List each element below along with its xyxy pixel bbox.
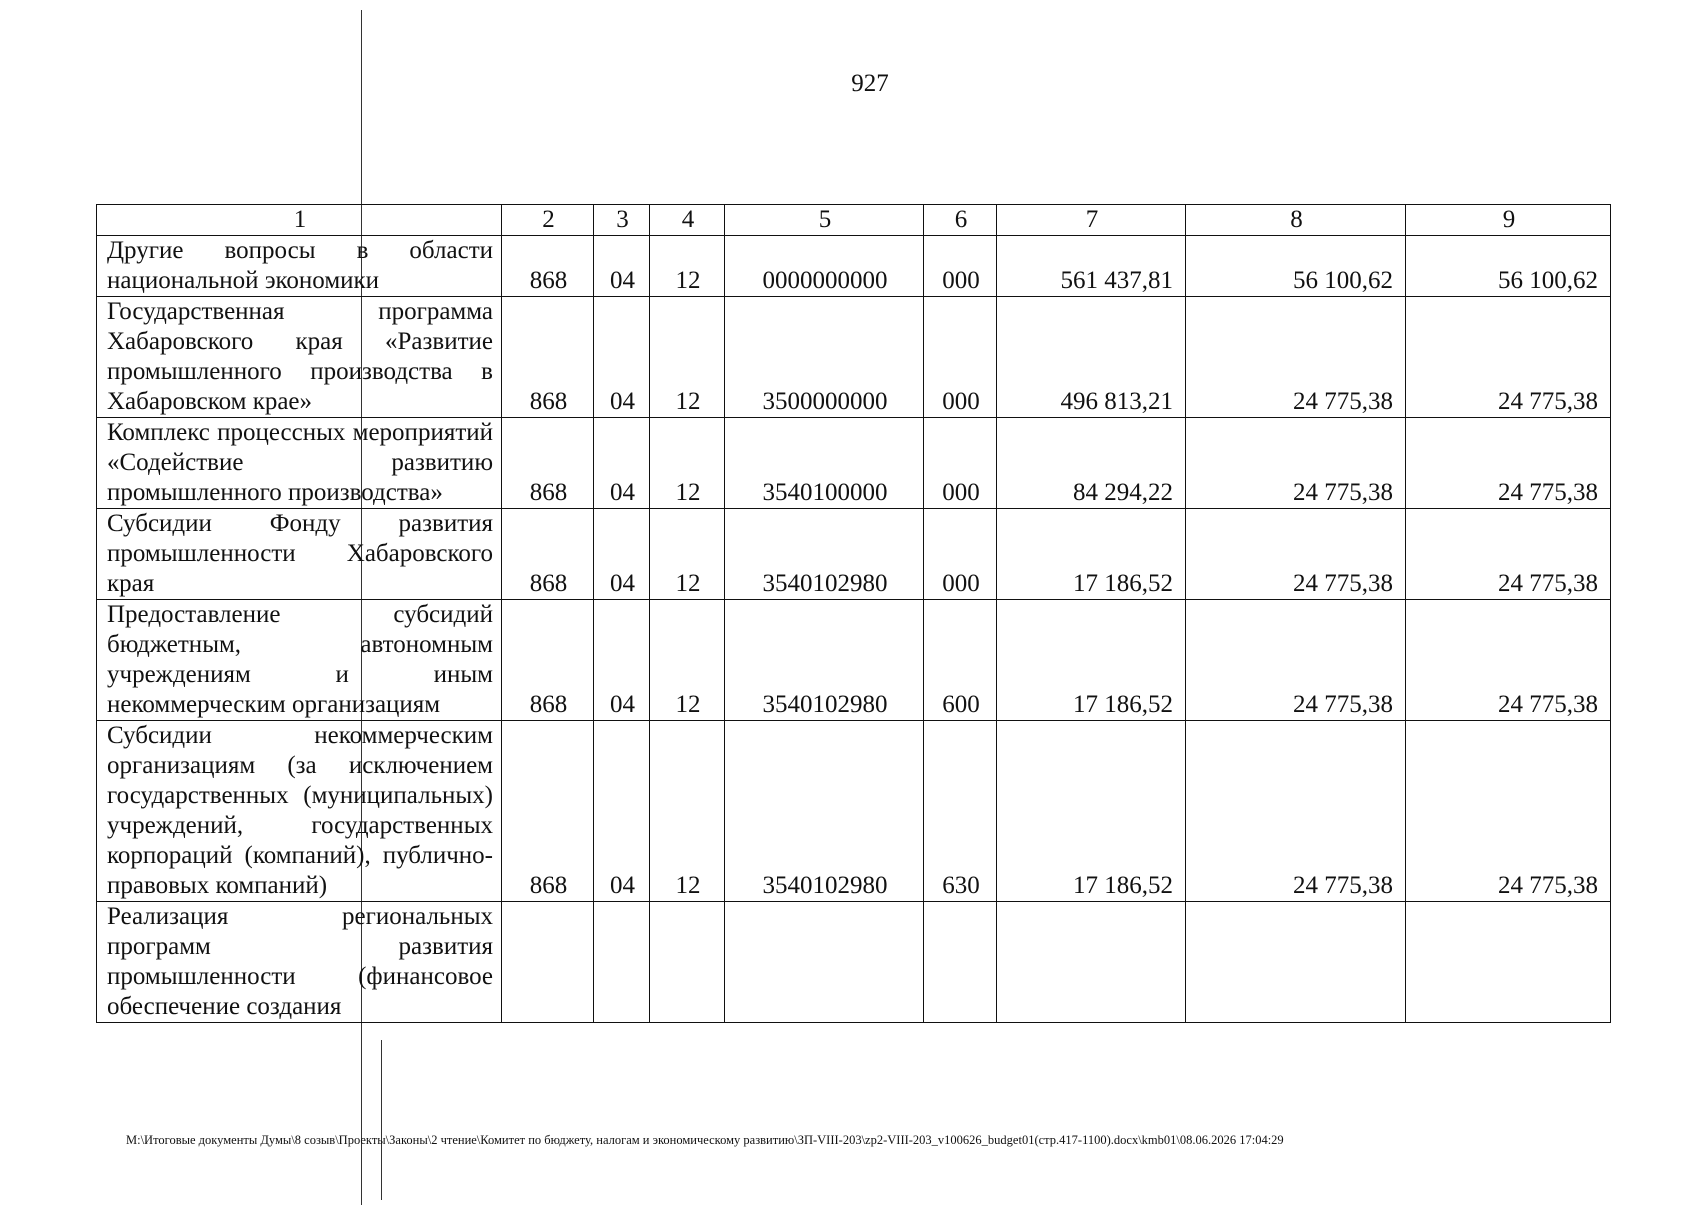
cell-target-article: 3540102980 xyxy=(725,600,924,721)
cell-subsection: 12 xyxy=(650,509,725,600)
cell-amount: 24 775,38 xyxy=(1406,297,1611,418)
cell-amount: 24 775,38 xyxy=(1406,600,1611,721)
cell-amount: 24 775,38 xyxy=(1406,721,1611,902)
column-header: 7 xyxy=(997,205,1186,236)
cell-admin-code: 868 xyxy=(502,721,594,902)
cell-expense-type: 630 xyxy=(924,721,997,902)
cell-target-article: 3500000000 xyxy=(725,297,924,418)
row-name: Субсидии Фонду развития промышленности Хабаровского края xyxy=(97,509,502,600)
cell-section: 04 xyxy=(594,509,650,600)
column-header: 4 xyxy=(650,205,725,236)
cell-amount: 24 775,38 xyxy=(1406,509,1611,600)
cell-admin-code: 868 xyxy=(502,600,594,721)
cell-section: 04 xyxy=(594,418,650,509)
column-header: 5 xyxy=(725,205,924,236)
cell-amount: 496 813,21 xyxy=(997,297,1186,418)
row-name: Комплекс процессных мероприятий «Содействие развитию промышленного производства» xyxy=(97,418,502,509)
table-row xyxy=(97,509,1611,600)
budget-table xyxy=(96,204,1611,1023)
cell-subsection xyxy=(650,902,725,1023)
row-name: Другие вопросы в области национальной экономики xyxy=(97,236,502,297)
row-name: Государственная программа Хабаровского края «Развитие промышленного производства в Хабаровском крае» xyxy=(97,297,502,418)
cell-amount: 561 437,81 xyxy=(997,236,1186,297)
cell-amount: 56 100,62 xyxy=(1186,236,1406,297)
column-header: 2 xyxy=(502,205,594,236)
cell-expense-type xyxy=(924,902,997,1023)
footer-file-path: M:\Итоговые документы Думы\8 созыв\Проекты\Законы\2 чтение\Комитет по бюджету, налогам и экономическому развитию\ЗП-VIII-203\zp2-VIII-203_v100626_budget01(стр.417-1100).docx\kmb01\08.06.2026 17:04:29 xyxy=(126,1133,1284,1147)
table-row xyxy=(97,297,1611,418)
cell-amount: 24 775,38 xyxy=(1186,418,1406,509)
table-row xyxy=(97,418,1611,509)
cell-subsection: 12 xyxy=(650,418,725,509)
cell-section: 04 xyxy=(594,297,650,418)
cell-target-article xyxy=(725,902,924,1023)
cell-target-article: 3540100000 xyxy=(725,418,924,509)
row-name: Субсидии некоммерческим организациям (за исключением государственных (муниципальных) учреждений, государственных корпораций (компаний), публично-правовых компаний) xyxy=(97,721,502,902)
cell-amount xyxy=(997,902,1186,1023)
cell-target-article: 0000000000 xyxy=(725,236,924,297)
cell-section: 04 xyxy=(594,721,650,902)
cell-admin-code: 868 xyxy=(502,509,594,600)
row-name: Предоставление субсидий бюджетным, автономным учреждениям и иным некоммерческим организациям xyxy=(97,600,502,721)
cell-section: 04 xyxy=(594,236,650,297)
cell-admin-code: 868 xyxy=(502,297,594,418)
row-name: Реализация региональных программ развития промышленности (финансовое обеспечение создания xyxy=(97,902,502,1023)
header-row xyxy=(97,205,1611,236)
cell-subsection: 12 xyxy=(650,600,725,721)
cell-amount xyxy=(1186,902,1406,1023)
cell-amount: 24 775,38 xyxy=(1186,509,1406,600)
column-header: 9 xyxy=(1406,205,1611,236)
cell-expense-type: 600 xyxy=(924,600,997,721)
cell-section xyxy=(594,902,650,1023)
cell-admin-code xyxy=(502,902,594,1023)
cell-admin-code: 868 xyxy=(502,418,594,509)
column-header: 6 xyxy=(924,205,997,236)
cell-amount: 56 100,62 xyxy=(1406,236,1611,297)
cell-expense-type: 000 xyxy=(924,418,997,509)
cell-expense-type: 000 xyxy=(924,297,997,418)
cell-amount: 17 186,52 xyxy=(997,721,1186,902)
cell-expense-type: 000 xyxy=(924,236,997,297)
cell-target-article: 3540102980 xyxy=(725,509,924,600)
cell-amount: 24 775,38 xyxy=(1186,297,1406,418)
cell-amount: 84 294,22 xyxy=(997,418,1186,509)
cell-target-article: 3540102980 xyxy=(725,721,924,902)
column-header: 8 xyxy=(1186,205,1406,236)
cell-admin-code: 868 xyxy=(502,236,594,297)
scan-artifact-line-lower xyxy=(381,1040,382,1200)
cell-amount: 24 775,38 xyxy=(1406,418,1611,509)
table-row xyxy=(97,721,1611,902)
cell-amount: 24 775,38 xyxy=(1186,600,1406,721)
cell-section: 04 xyxy=(594,600,650,721)
cell-subsection: 12 xyxy=(650,236,725,297)
cell-amount: 17 186,52 xyxy=(997,509,1186,600)
cell-amount: 24 775,38 xyxy=(1186,721,1406,902)
table-row xyxy=(97,902,1611,1023)
column-header: 1 xyxy=(97,205,502,236)
cell-subsection: 12 xyxy=(650,297,725,418)
cell-amount xyxy=(1406,902,1611,1023)
page-number: 927 xyxy=(851,70,889,97)
cell-expense-type: 000 xyxy=(924,509,997,600)
column-header: 3 xyxy=(594,205,650,236)
table-row xyxy=(97,236,1611,297)
cell-amount: 17 186,52 xyxy=(997,600,1186,721)
table-row xyxy=(97,600,1611,721)
cell-subsection: 12 xyxy=(650,721,725,902)
